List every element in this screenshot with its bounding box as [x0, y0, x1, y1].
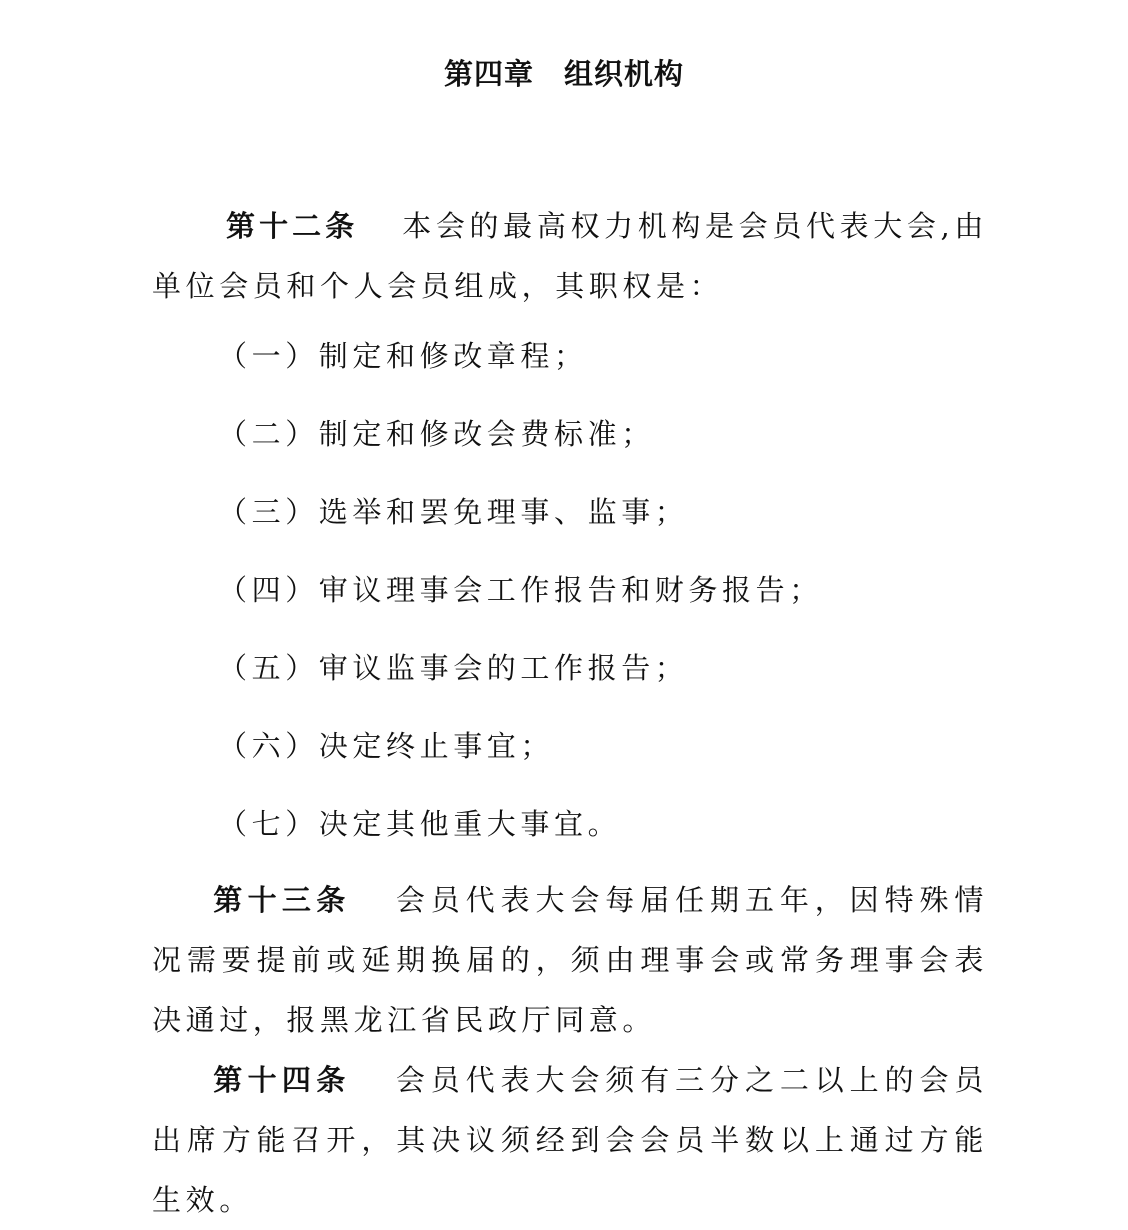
article-12-paragraph [152, 196, 988, 316]
article-12-label: 第十二条 [226, 209, 359, 243]
article-13-text: 会员代表大会每届任期五年，因特殊情况需要提前或延期换届的，须由理事会或常务理事会表决通过，报黑龙江省民政厅同意。 [152, 883, 988, 1037]
article-13-label: 第十三条 [212, 883, 351, 917]
chapter-title: 第四章 组织机构 [443, 57, 684, 91]
article-12-item-5: （五）审议监事会的工作报告； [218, 651, 689, 685]
article-13-paragraph [152, 870, 988, 1050]
article-12-item-1: （一）制定和修改章程； [218, 339, 588, 373]
article-12-item-2: （二）制定和修改会费标准； [218, 417, 655, 451]
article-12-item-3: （三）选举和罢免理事、监事； [218, 495, 689, 529]
article-12-item-7: （七）决定其他重大事宜。 [218, 807, 622, 841]
article-14-paragraph [152, 1050, 988, 1230]
article-12-item-6: （六）决定终止事宜； [218, 729, 555, 763]
article-12-item-4: （四）审议理事会工作报告和财务报告； [218, 573, 823, 607]
article-12-text: 本会的最高权力机构是会员代表大会,由单位会员和个人会员组成，其职权是： [152, 209, 988, 303]
article-14-label: 第十四条 [212, 1063, 351, 1097]
article-14-text: 会员代表大会须有三分之二以上的会员出席方能召开，其决议须经到会会员半数以上通过方能生效。 [152, 1063, 988, 1217]
